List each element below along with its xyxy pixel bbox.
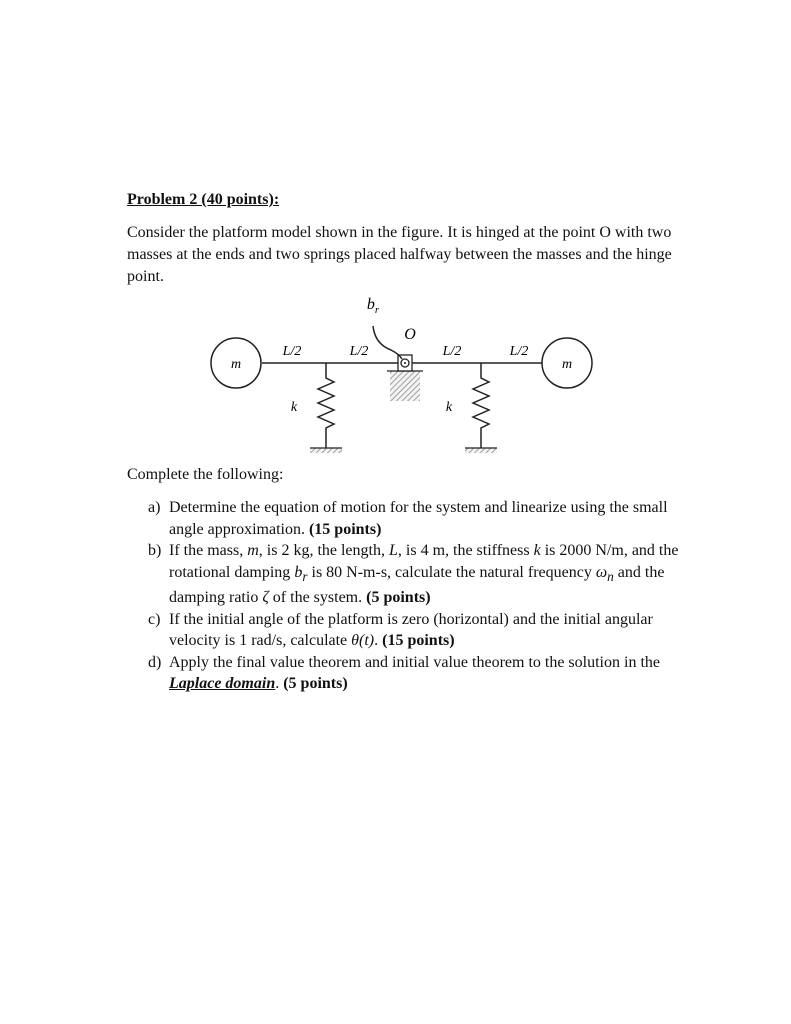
part-b-var-wn: ω (595, 563, 608, 581)
part-c-points: (15 points) (382, 632, 455, 650)
part-a-text: Determine the equation of motion for the system and linearize using the small angle approximation. (169, 499, 668, 538)
part-b-text-1: If the mass, (169, 542, 248, 559)
platform-figure (205, 292, 595, 462)
segment-label-3: L/2 (442, 344, 462, 359)
part-a-label: a) (148, 499, 161, 516)
part-b-text-6: and the damping ratio (169, 563, 665, 607)
part-b-var-L: L (388, 542, 398, 559)
segment-label-1: L/2 (282, 344, 302, 359)
right-spring-label: k (445, 400, 453, 415)
part-b-var-k: k (533, 542, 541, 559)
part-b-var-wn-sub: n (607, 568, 614, 584)
part-a-points: (15 points) (308, 520, 382, 538)
part-c-label: c) (148, 610, 161, 628)
part-c (148, 609, 693, 652)
part-c-text-2: . (374, 632, 379, 650)
problem-intro: Consider the platform model shown in the figure. It is hinged at the point O with two masses at the ends and two springs placed halfway between the masses and the hinge point. (127, 224, 672, 285)
part-b-text-4: is 2000 N/m, and the rotational damping (169, 542, 679, 581)
segment-label-4: L/2 (509, 344, 529, 359)
part-b-var-m: m (247, 542, 259, 559)
part-d-label: d) (148, 653, 162, 671)
part-b-label: b) (148, 542, 162, 559)
part-b-var-br-sub: r (302, 568, 308, 584)
part-d (148, 652, 693, 695)
part-b-var-br: b (294, 563, 303, 581)
part-c-text-1: If the initial angle of the platform is zero (horizontal) and the initial angular velocity is 1 rad/s, calculate (169, 610, 653, 650)
right-spring (465, 363, 497, 453)
damper-label: $b_r$ (366, 296, 380, 316)
complete-heading: Complete the following: (127, 466, 284, 483)
part-b-text-5: is 80 N-m-s, calculate the natural frequency (307, 563, 596, 581)
left-spring-label: k (290, 400, 298, 415)
problem-title: Problem 2 (40 points): (127, 191, 280, 208)
rotational-damper (373, 326, 402, 359)
part-b-text-7: of the system. (268, 589, 363, 607)
segment-label-2: L/2 (349, 344, 369, 359)
hinge-label: O (404, 326, 416, 343)
part-b-text-2: , is 2 kg, the length, (258, 542, 389, 559)
part-d-laplace: Laplace domain (169, 675, 276, 693)
part-b-text-3: , is 4 m, the stiffness (397, 542, 534, 559)
hinge-support (387, 355, 423, 401)
left-mass-label: m (230, 357, 242, 372)
right-mass-label: m (561, 357, 573, 372)
part-d-points: (5 points) (283, 675, 348, 693)
part-c-theta: θ(t) (351, 632, 375, 650)
left-spring (310, 363, 342, 453)
part-b-points: (5 points) (366, 589, 431, 607)
part-a (148, 497, 693, 540)
part-d-text-1: Apply the final value theorem and initial value theorem to the solution in the (169, 653, 660, 671)
parts-list (148, 497, 693, 695)
part-b-var-zeta: ζ (262, 589, 269, 607)
part-d-text-2: . (275, 675, 280, 693)
part-b (148, 540, 693, 609)
